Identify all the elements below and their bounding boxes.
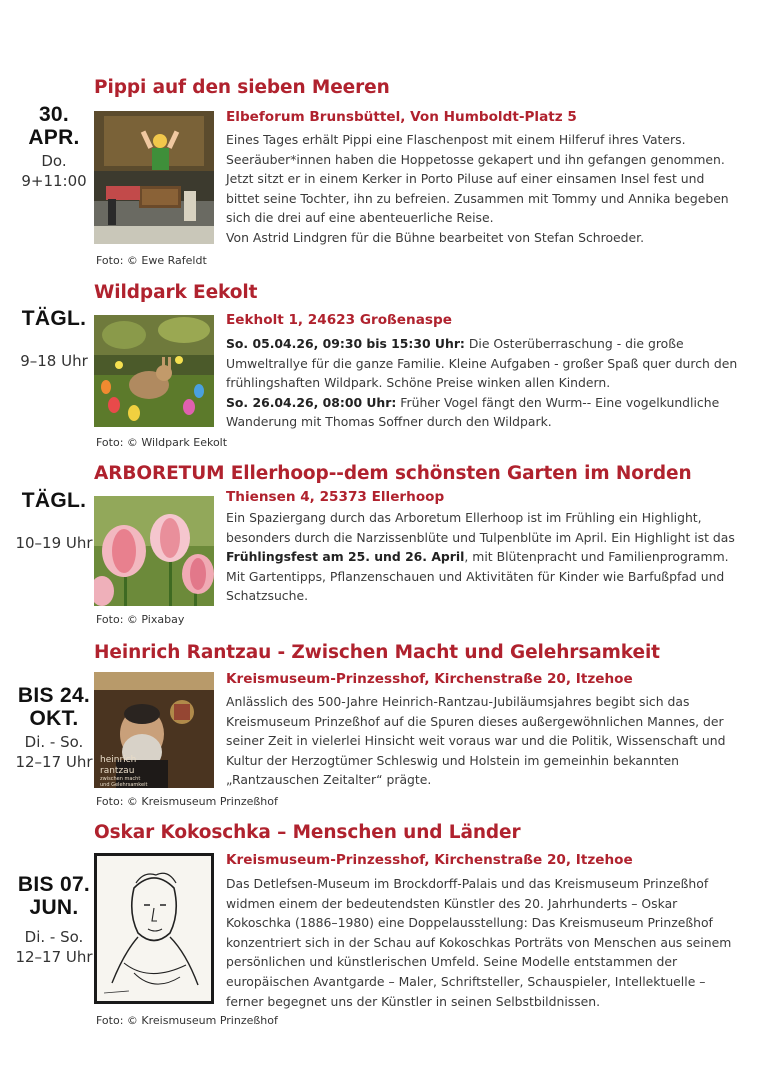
item-text: Die Osterüberraschung - die große Umweltrallye für die ganze Familie. Kleine Aufgaben - großer Spaß quer durch den frühlingshaften Wildpark. Schöne Preise winken allen Kindern.	[226, 336, 738, 391]
photo-credit: Foto: © Kreismuseum Prinzeßhof	[96, 795, 278, 808]
event-location: Eekholt 1, 24623 Großenaspe	[226, 312, 452, 328]
event-title[interactable]: Oskar Kokoschka – Menschen und Länder	[94, 822, 521, 843]
item-text: Früher Vogel fängt den Wurm-- Eine vogelkundliche Wanderung mit Thomas Soffner durch den Wildpark.	[226, 394, 720, 430]
date-time: 12–17 Uhr	[15, 753, 93, 771]
photo-caption-text: heinrich	[100, 755, 137, 765]
event-item	[226, 393, 740, 432]
item-date: So. 05.04.26, 09:30 bis 15:30 Uhr:	[226, 336, 465, 351]
date-label: TÄGL.	[21, 489, 87, 512]
description-paragraph: Von Astrid Lindgren für die Bühne bearbeitet von Stefan Schroeder.	[226, 229, 645, 245]
photo-credit: Foto: © Kreismuseum Prinzeßhof	[96, 1014, 278, 1027]
event-title[interactable]: Heinrich Rantzau - Zwischen Macht und Gelehrsamkeit	[94, 642, 660, 663]
date-time: 12–17 Uhr	[15, 948, 93, 966]
date-time: 9+11:00	[21, 172, 87, 190]
event-date	[0, 684, 108, 772]
date-label: TÄGL.	[21, 307, 87, 330]
event-photo-rantzau	[94, 672, 214, 788]
description-text: Ein Spaziergang durch das Arboretum Ellerhoop ist im Frühling ein Highlight, besonders durch die Narzissenblüte und Tulpenblüte im April. Ein Highlight ist das	[226, 510, 735, 545]
event-title[interactable]: Wildpark Eekolt	[94, 282, 258, 303]
event-date	[0, 489, 108, 553]
event-description	[226, 692, 740, 790]
event-photo-tulips	[94, 496, 214, 606]
date-month: APR.	[28, 126, 80, 149]
event-location: Elbeforum Brunsbüttel, Von Humboldt-Platz 5	[226, 109, 577, 125]
event-date	[0, 873, 108, 967]
description-paragraph: Eines Tages erhält Pippi eine Flaschenpost mit einem Hilferuf ihres Vaters. Seeräuber*innen haben die Hoppetosse gekapert und ihn gefangen genommen. Jetzt sitzt er in einem Kerker in Porto Piluse auf einer einsamen Insel fest und bittet seine Tochter, ihn zu befreien. Zusammen mit Tommy und Annika begeben sich die drei auf eine abenteuerliche Reise.	[226, 132, 729, 226]
event-description	[226, 334, 740, 432]
photo-caption-text: zwischen macht	[100, 776, 141, 782]
event-photo-wildpark	[94, 315, 214, 427]
item-date: So. 26.04.26, 08:00 Uhr:	[226, 394, 397, 410]
date-day-number: 30.	[38, 103, 70, 126]
event-photo-pippi	[94, 111, 214, 244]
date-day-number: BIS 07.	[17, 873, 91, 896]
description-paragraph: Das Detlefsen-Museum im Brockdorff-Palais und das Kreismuseum Prinzeßhof widmen einem der bedeutendsten Künstler des 20. Jahrhunderts – Oskar Kokoschka (1886–1980) eine Doppelausstellung: Das Kreismuseum Prinzeßhof konzentriert sich in der Schau auf Kokoschkas Porträts von Menschen aus seinem persönlichen und künstlerischen Umfeld. Seine Modelle entstammen der europäischen Avantgarde – Maler, Schriftsteller, Schauspieler, Intellektuelle – ferner begegnet uns der Künstler in seinen Selbstbildnissen.	[226, 876, 732, 1009]
date-time: 9–18 Uhr	[20, 352, 88, 370]
event-location: Kreismuseum-Prinzesshof, Kirchenstraße 20, Itzehoe	[226, 671, 633, 687]
event-location: Thiensen 4, 25373 Ellerhoop	[226, 489, 445, 505]
date-weekday: Di. - So.	[24, 733, 84, 751]
date-month: OKT.	[29, 707, 79, 730]
date-weekday: Di. - So.	[24, 928, 84, 946]
event-location: Kreismuseum-Prinzesshof, Kirchenstraße 20, Itzehoe	[226, 852, 633, 868]
event-date	[0, 103, 108, 191]
description-text: , mit Blütenpracht und Familienprogramm. Mit Gartentipps, Pflanzenschauen und Aktivitäten für Kinder wie Barfußpfad und Schatzsuche.	[226, 549, 729, 604]
photo-credit: Foto: © Ewe Rafeldt	[96, 254, 207, 267]
event-photo-kokoschka	[94, 853, 214, 1004]
event-description	[226, 508, 740, 606]
description-highlight: Frühlingsfest am 25. und 26. April	[226, 549, 465, 565]
date-time: 10–19 Uhr	[15, 534, 93, 552]
description-paragraph	[226, 508, 740, 606]
event-description	[226, 874, 740, 1011]
event-item	[226, 334, 740, 393]
photo-caption-text: und Gelehrsamkeit	[100, 782, 148, 788]
photo-credit: Foto: © Wildpark Eekolt	[96, 436, 228, 449]
description-paragraph: Anlässlich des 500-Jahre Heinrich-Rantzau-Jubiläumsjahres begibt sich das Kreismuseum Prinzeßhof auf die Spuren dieses außergewöhnlichen Mannes, der seiner Zeit in vielerlei Hinsicht weit voraus war und die Politik, Wissenschaft und Kultur der Herzogtümer Schleswig und Holstein im gemeinhin bekannten „Rantzauschen Zeitalter“ prägte.	[226, 694, 726, 788]
event-description	[226, 130, 740, 248]
photo-credit: Foto: © Pixabay	[96, 613, 185, 626]
event-title[interactable]: Pippi auf den sieben Meeren	[94, 77, 390, 98]
photo-caption-text: rantzau	[100, 766, 135, 776]
date-day-number: BIS 24.	[17, 684, 91, 707]
date-month: JUN.	[29, 896, 79, 919]
event-date	[0, 307, 108, 371]
event-title[interactable]: ARBORETUM Ellerhoop--dem schönsten Garten im Norden	[94, 463, 692, 484]
date-weekday: Do.	[41, 152, 67, 170]
